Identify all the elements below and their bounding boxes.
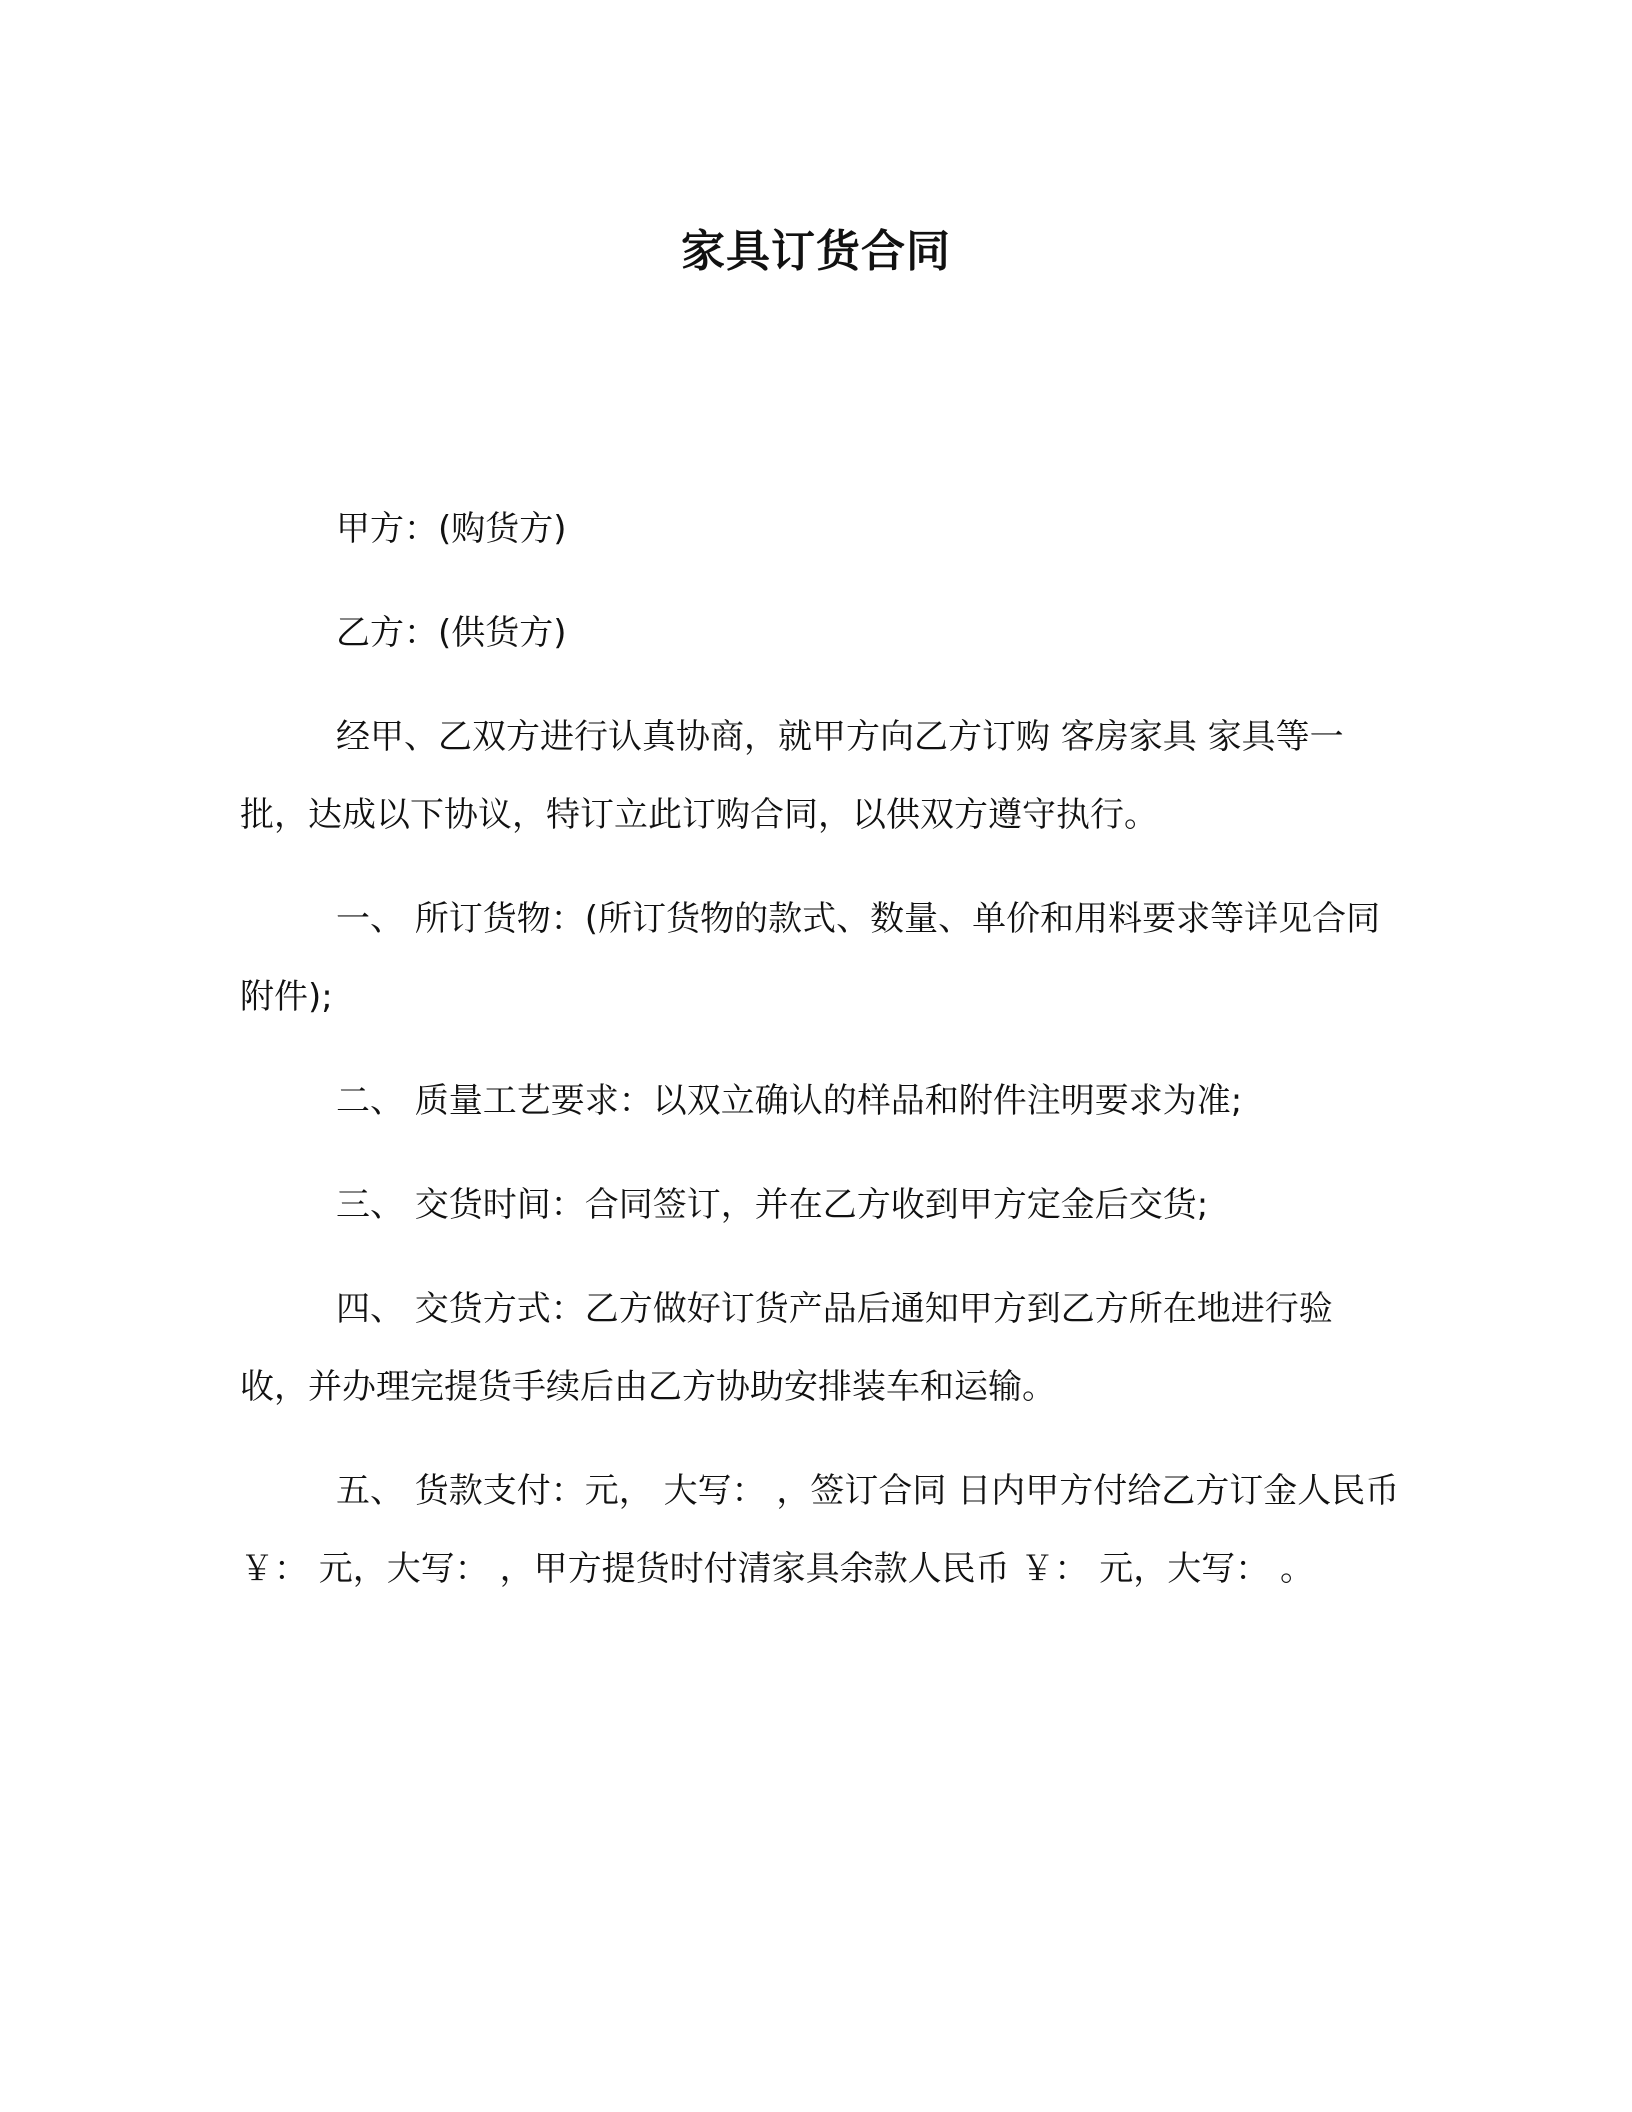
clause-5: 五、 货款支付：元， 大写： ，签订合同 日内甲方付给乙方订金人民币 ￥： 元，大写： ，甲方提货时付清家具余款人民币 ￥： 元，大写： 。 xyxy=(240,1471,1400,1589)
party-b-line: 乙方：(供货方) xyxy=(336,613,567,653)
clause-3: 三、 交货时间：合同签订，并在乙方收到甲方定金后交货; xyxy=(336,1185,1209,1225)
document-title: 家具订货合同 xyxy=(681,226,951,277)
document-body xyxy=(240,490,1400,1634)
clause-4: 四、 交货方式：乙方做好订货产品后通知甲方到乙方所在地进行验收，并办理完提货手续后由乙方协助安排装车和运输。 xyxy=(240,1289,1333,1407)
party-a-line: 甲方：(购货方) xyxy=(336,509,567,549)
clause-2: 二、 质量工艺要求：以双立确认的样品和附件注明要求为准; xyxy=(336,1081,1243,1121)
clause-1: 一、 所订货物：(所订货物的款式、数量、单价和用料要求等详见合同附件); xyxy=(240,899,1381,1017)
intro-paragraph: 经甲、乙双方进行认真协商，就甲方向乙方订购 客房家具 家具等一批，达成以下协议，特订立此订购合同，以供双方遵守执行。 xyxy=(240,717,1344,835)
